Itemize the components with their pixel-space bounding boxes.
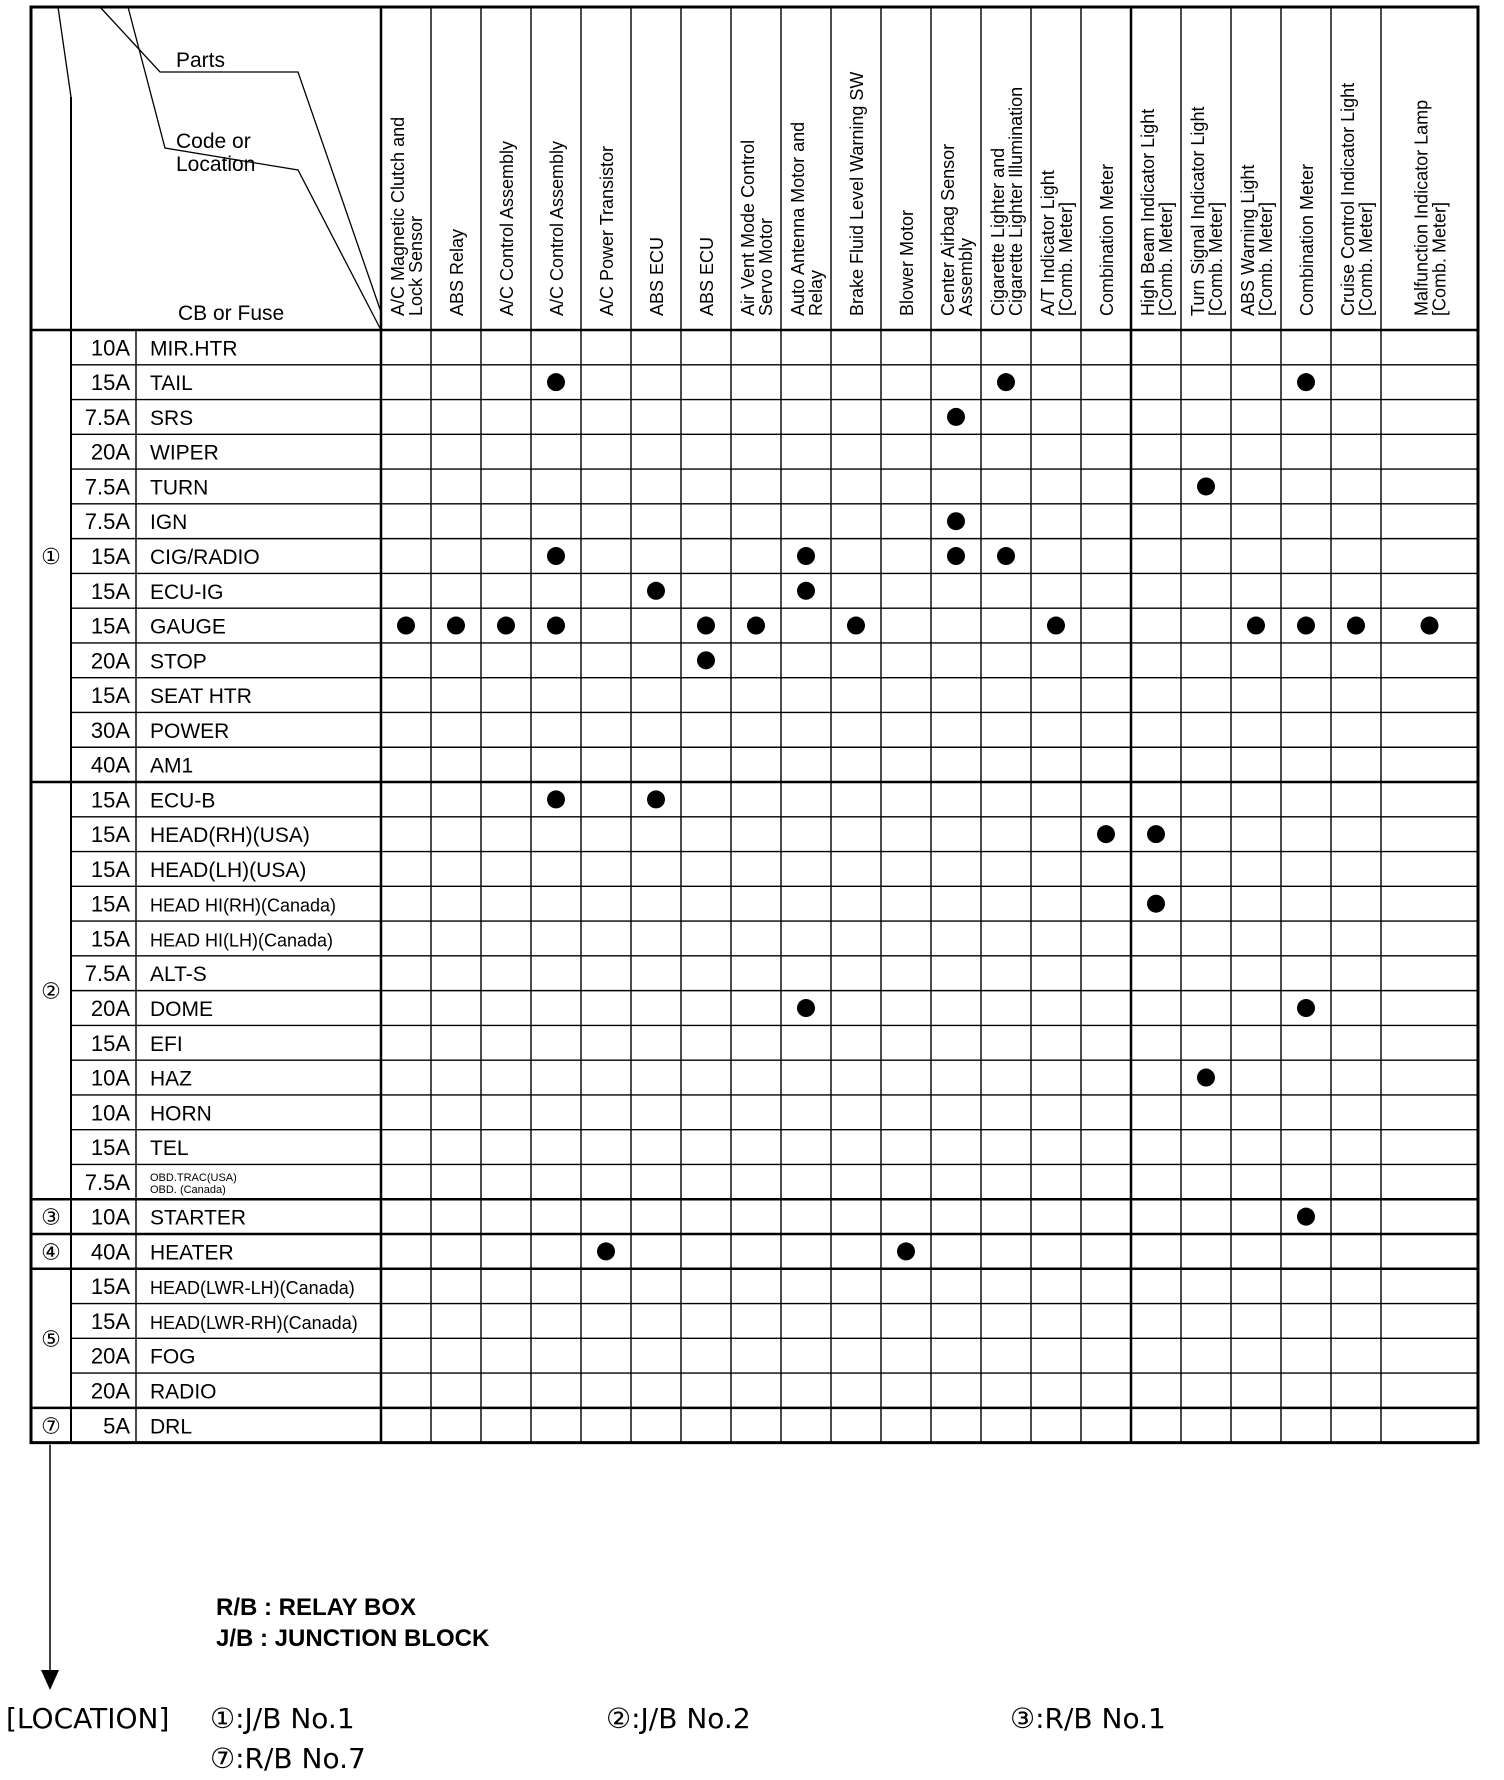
fuse-amperage: 15A xyxy=(90,613,130,639)
column-header-16: Turn Signal Indicator Light xyxy=(1188,106,1208,316)
fuse-name: IGN xyxy=(150,511,188,535)
connection-dot xyxy=(547,547,565,565)
location-code: ⑤ xyxy=(41,1327,61,1353)
connection-dot xyxy=(847,617,865,635)
location-code: ① xyxy=(41,545,61,571)
fuse-name: MIR.HTR xyxy=(150,337,238,361)
location-item-3: ③:R/B No.1 xyxy=(1010,1702,1166,1735)
fuse-name: RADIO xyxy=(150,1380,217,1404)
connection-dot xyxy=(897,1242,915,1260)
column-header-20: Malfunction Indicator Lamp xyxy=(1411,99,1432,316)
connection-dot xyxy=(947,512,965,530)
column-header-13: [Comb. Meter] xyxy=(1056,201,1076,316)
fuse-amperage: 7.5A xyxy=(84,474,130,500)
connection-dot xyxy=(947,547,965,565)
location-code: ④ xyxy=(41,1240,61,1266)
column-header-11: Assembly xyxy=(956,237,976,316)
table-body xyxy=(41,335,1438,1439)
fuse-amperage: 15A xyxy=(90,822,130,848)
table-header xyxy=(176,49,1450,325)
fuse-name: SEAT HTR xyxy=(150,685,252,709)
fuse-name: FOG xyxy=(150,1345,196,1369)
fuse-name: OBD. (Canada) xyxy=(150,1183,226,1196)
column-header-6: ABS ECU xyxy=(697,236,717,316)
fuse-amperage: 7.5A xyxy=(84,404,130,430)
fuse-amperage: 15A xyxy=(90,1135,130,1161)
legend-junction-block: J/B : JUNCTION BLOCK xyxy=(216,1625,490,1652)
column-header-11: Center Airbag Sensor xyxy=(938,143,958,316)
column-header-0: Lock Sensor xyxy=(406,215,426,316)
fuse-amperage: 15A xyxy=(90,926,130,952)
header-parts-label: Parts xyxy=(176,49,226,72)
fuse-amperage: 7.5A xyxy=(84,961,130,987)
fuse-name: TAIL xyxy=(150,372,193,396)
fuse-name: HEAD HI(RH)(Canada) xyxy=(150,895,337,916)
column-header-7: Air Vent Mode Control xyxy=(738,139,758,316)
connection-dot xyxy=(447,617,465,635)
fuse-amperage: 15A xyxy=(90,856,130,882)
location-code: ③ xyxy=(41,1205,61,1231)
column-header-17: [Comb. Meter] xyxy=(1256,201,1276,316)
header-code-label: Code or xyxy=(176,130,251,153)
fuse-amperage: 20A xyxy=(90,439,130,465)
fuse-amperage: 15A xyxy=(90,544,130,570)
column-header-5: ABS ECU xyxy=(647,236,667,316)
fuse-amperage: 15A xyxy=(90,578,130,604)
fuse-amperage: 10A xyxy=(90,1204,130,1230)
fuse-name: HEATER xyxy=(150,1241,234,1265)
fuse-name: ALT-S xyxy=(150,963,207,987)
fuse-name: ECU-IG xyxy=(150,580,224,604)
connection-dot xyxy=(1147,895,1165,913)
fuse-amperage: 15A xyxy=(90,1274,130,1300)
connection-dot xyxy=(647,582,665,600)
fuse-amperage: 20A xyxy=(90,648,130,674)
location-code: ② xyxy=(41,979,61,1005)
connection-dot xyxy=(1097,825,1115,843)
connection-dot xyxy=(1421,617,1439,635)
connection-dot xyxy=(1297,373,1315,391)
fuse-amperage: 40A xyxy=(90,752,130,778)
fuse-amperage: 15A xyxy=(90,370,130,396)
connection-dot xyxy=(797,999,815,1017)
fuse-amperage: 10A xyxy=(90,335,130,361)
location-arrow xyxy=(41,1445,59,1690)
connection-dot xyxy=(1297,617,1315,635)
column-header-15: [Comb. Meter] xyxy=(1156,201,1176,316)
fuse-name: TURN xyxy=(150,476,209,500)
column-header-2: A/C Control Assembly xyxy=(497,140,517,316)
fuse-amperage: 10A xyxy=(90,1100,130,1126)
header-location-label: Location xyxy=(176,153,256,176)
connection-dot xyxy=(547,617,565,635)
column-header-17: ABS Warning Light xyxy=(1238,164,1258,316)
location-title: [LOCATION] xyxy=(6,1702,170,1735)
fuse-amperage: 15A xyxy=(90,1030,130,1056)
fuse-amperage: 5A xyxy=(103,1413,130,1439)
connection-dot xyxy=(1347,617,1365,635)
column-header-13: A/T Indicator Light xyxy=(1038,170,1058,316)
fuse-amperage: 20A xyxy=(90,1343,130,1369)
location-item-7: ⑦:R/B No.7 xyxy=(210,1742,366,1775)
fuse-name: HAZ xyxy=(150,1067,192,1091)
fuse-name: DOME xyxy=(150,998,213,1022)
fuse-name: HEAD(LWR-LH)(Canada) xyxy=(150,1278,355,1299)
column-header-18: Combination Meter xyxy=(1297,163,1317,316)
fuse-name: DRL xyxy=(150,1415,193,1439)
connection-dot xyxy=(1297,999,1315,1017)
connection-dot xyxy=(697,617,715,635)
connection-dot xyxy=(597,1242,615,1260)
fuse-name: TEL xyxy=(150,1137,189,1161)
fuse-name: HEAD HI(LH)(Canada) xyxy=(150,930,334,951)
fuse-amperage: 40A xyxy=(90,1239,130,1265)
fuse-name: POWER xyxy=(150,719,230,743)
fuse-amperage: 30A xyxy=(90,717,130,743)
header-cb-fuse-label: CB or Fuse xyxy=(178,302,285,325)
fuse-amperage: 20A xyxy=(90,996,130,1022)
column-header-1: ABS Relay xyxy=(447,228,467,316)
connection-dot xyxy=(1297,1208,1315,1226)
connection-dot xyxy=(697,651,715,669)
arrow-head xyxy=(41,1670,59,1690)
column-header-19: [Comb. Meter] xyxy=(1356,201,1376,316)
connection-dot xyxy=(797,582,815,600)
connection-dot xyxy=(397,617,415,635)
location-item-2: ②:J/B No.2 xyxy=(606,1702,751,1735)
fuse-amperage: 15A xyxy=(90,683,130,709)
connection-dot xyxy=(547,373,565,391)
fuse-name: WIPER xyxy=(150,441,219,465)
fuse-name: OBD.TRAC(USA) xyxy=(150,1171,237,1184)
connection-dot xyxy=(547,790,565,808)
connection-dot xyxy=(997,547,1015,565)
connection-dot xyxy=(997,373,1015,391)
column-header-0: A/C Magnetic Clutch and xyxy=(388,116,408,316)
fuse-name: STOP xyxy=(150,650,207,674)
fuse-amperage: 15A xyxy=(90,1308,130,1334)
fuse-name: GAUGE xyxy=(150,615,226,639)
fuse-amperage: 7.5A xyxy=(84,1169,130,1195)
column-header-9: Brake Fluid Level Warning SW xyxy=(847,71,867,316)
connection-dot xyxy=(1147,825,1165,843)
fuse-amperage: 15A xyxy=(90,787,130,813)
column-header-4: A/C Power Transistor xyxy=(597,145,617,316)
fuse-name: ECU-B xyxy=(150,789,216,813)
legend-relay-box: R/B : RELAY BOX xyxy=(216,1594,417,1621)
fuse-name: CIG/RADIO xyxy=(150,546,260,570)
fuse-name: HEAD(LH)(USA) xyxy=(150,858,307,882)
connection-dot xyxy=(1247,617,1265,635)
fuse-name: STARTER xyxy=(150,1206,247,1230)
connection-dot xyxy=(647,790,665,808)
column-header-12: Cigarette Lighter and xyxy=(988,147,1008,316)
fuse-name: HEAD(RH)(USA) xyxy=(150,824,310,848)
fuse-amperage: 10A xyxy=(90,1065,130,1091)
location-item-1: ①:J/B No.1 xyxy=(210,1702,355,1735)
fuse-name: SRS xyxy=(150,406,194,430)
fuse-name: EFI xyxy=(150,1032,183,1056)
connection-dot xyxy=(1197,1069,1215,1087)
connection-dot xyxy=(1197,477,1215,495)
column-header-16: [Comb. Meter] xyxy=(1206,201,1226,316)
fuse-amperage: 7.5A xyxy=(84,509,130,535)
column-header-19: Cruise Control Indicator Light xyxy=(1338,82,1358,316)
column-header-3: A/C Control Assembly xyxy=(547,140,567,316)
column-header-15: High Beam Indicator Light xyxy=(1138,108,1158,316)
column-header-14: Combination Meter xyxy=(1097,163,1117,316)
connection-dot xyxy=(1047,617,1065,635)
column-header-8: Auto Antenna Motor and xyxy=(788,121,808,316)
column-header-20: [Comb. Meter] xyxy=(1429,201,1450,316)
column-header-7: Servo Motor xyxy=(756,217,776,316)
connection-dot xyxy=(747,617,765,635)
column-header-8: Relay xyxy=(806,269,826,316)
fuse-amperage: 15A xyxy=(90,891,130,917)
fuse-name: HORN xyxy=(150,1102,212,1126)
fuse-name: AM1 xyxy=(150,754,194,778)
column-header-10: Blower Motor xyxy=(897,209,917,316)
fuse-amperage: 20A xyxy=(90,1378,130,1404)
location-code: ⑦ xyxy=(41,1414,61,1440)
header-diagonal xyxy=(58,7,71,97)
connection-dot xyxy=(797,547,815,565)
connection-dot xyxy=(497,617,515,635)
fuse-name: HEAD(LWR-RH)(Canada) xyxy=(150,1312,358,1333)
column-header-12: Cigarette Lighter Illumination xyxy=(1006,86,1026,316)
connection-dot xyxy=(947,408,965,426)
